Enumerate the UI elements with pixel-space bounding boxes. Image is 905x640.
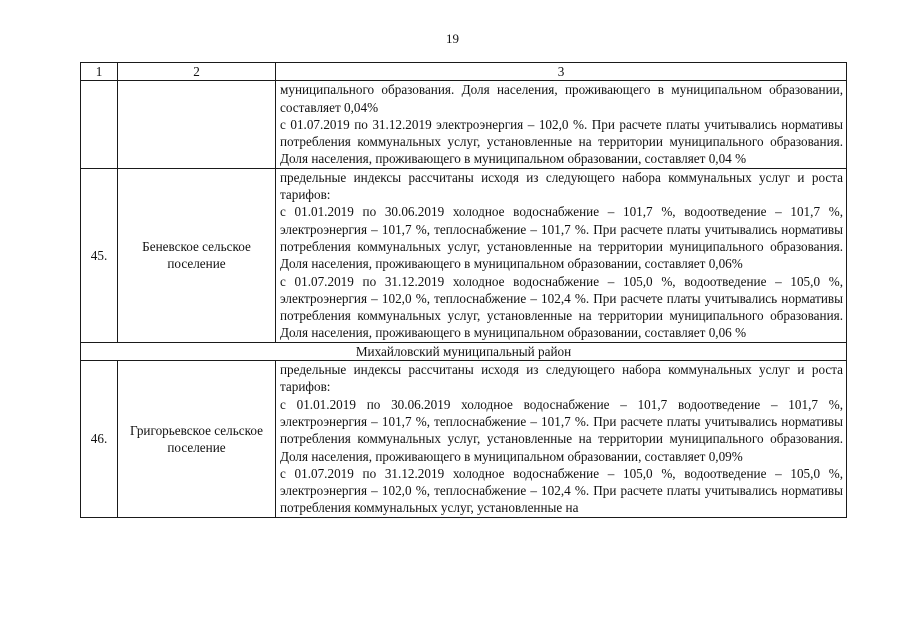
- header-col-2: 2: [118, 63, 276, 81]
- description-paragraph: с 01.01.2019 по 30.06.2019 холодное водоснабжение – 101,7 %, водоотведение – 101,7 %, электроэнергия – 101,7 %, теплоснабжение – 101,7 %. При расчете платы учитывались нормативы потребления коммунальных услуг, установленные на территории муниципального образования. Доля населения, проживающего в муниципальном образовании, составляет 0,06%: [280, 204, 843, 272]
- table-row: [81, 81, 847, 168]
- description-paragraph: с 01.07.2019 по 31.12.2019 электроэнергия – 102,0 %. При расчете платы учитывались нормативы потребления коммунальных услуг, установленные на территории муниципального образования. Доля населения, проживающего в муниципальном образовании, составляет 0,04 %: [280, 116, 843, 167]
- settlement-name: [118, 81, 276, 168]
- description-paragraph: с 01.07.2019 по 31.12.2019 холодное водоснабжение – 105,0 %, водоотведение – 105,0 %, электроэнергия – 102,0 %, теплоснабжение – 102,4 %. При расчете платы учитывались нормативы потребления коммунальных услуг, установленные на территории муниципального образования. Доля населения, проживающего в муниципальном образовании, составляет 0,06 %: [280, 273, 843, 341]
- tariff-description: [276, 168, 847, 342]
- description-paragraph: предельные индексы рассчитаны исходя из следующего набора коммунальных услуг и роста тарифов:: [280, 169, 843, 203]
- row-number: [81, 81, 118, 168]
- table-header-row: [81, 63, 847, 81]
- settlement-name: Григорьевское сельское поселение: [118, 361, 276, 518]
- description-paragraph: предельные индексы рассчитаны исходя из следующего набора коммунальных услуг и роста тарифов:: [280, 362, 843, 395]
- description-paragraph: с 01.07.2019 по 31.12.2019 холодное водоснабжение – 105,0 %, водоотведение – 105,0 %, электроэнергия – 102,0 %, теплоснабжение – 102,4 %. При расчете платы учитывались нормативы потребления коммунальных услуг, установленные на: [280, 465, 843, 516]
- header-col-1: 1: [81, 63, 118, 81]
- row-number: 46.: [81, 361, 118, 518]
- tariff-table: [80, 62, 847, 518]
- page-number: 19: [446, 31, 459, 46]
- description-paragraph: с 01.01.2019 по 30.06.2019 холодное водоснабжение – 101,7 водоотведение – 101,7 %, электроэнергия – 101,7 %, теплоснабжение – 101,7 %. При расчете платы учитывались нормативы потребления коммунальных услуг, установленные на территории муниципального образования. Доля населения, проживающего в муниципальном образовании, составляет 0,09%: [280, 396, 843, 464]
- header-col-3: 3: [276, 63, 847, 81]
- description-paragraph: муниципального образования. Доля населения, проживающего в муниципальном образовании, составляет 0,04%: [280, 82, 843, 115]
- tariff-description: [276, 361, 847, 518]
- district-row: [81, 342, 847, 360]
- table-row: [81, 361, 847, 518]
- settlement-name: Беневское сельское поселение: [118, 168, 276, 342]
- table-row: [81, 168, 847, 342]
- tariff-description: [276, 81, 847, 168]
- row-number: 45.: [81, 168, 118, 342]
- district-name: Михайловский муниципальный район: [81, 342, 847, 360]
